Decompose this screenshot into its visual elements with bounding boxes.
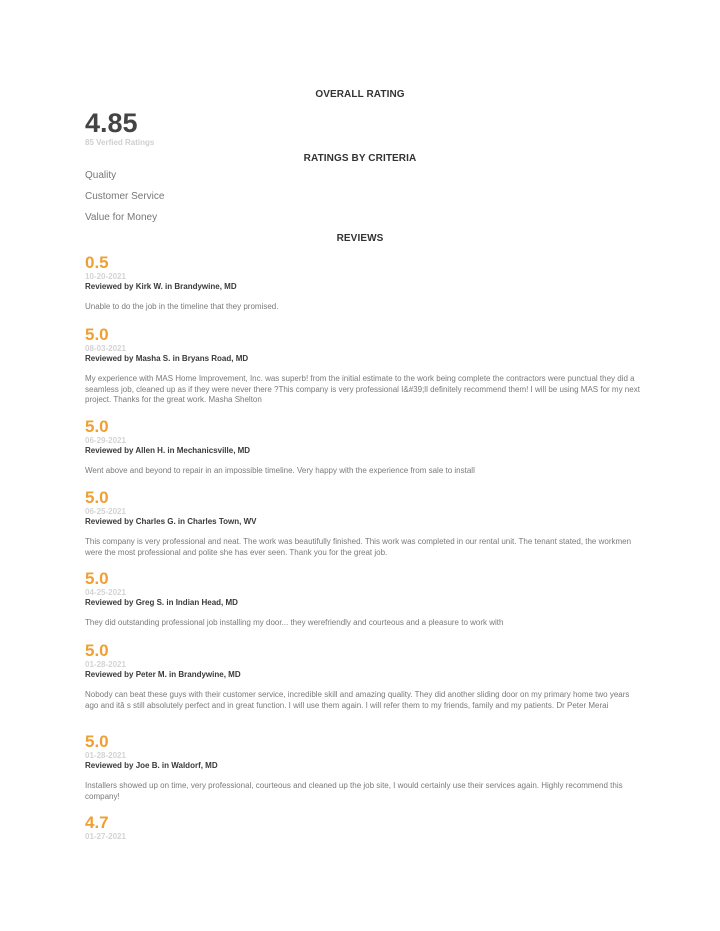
review-item xyxy=(85,642,640,733)
review-score: 5.0 xyxy=(85,325,109,344)
review-score: 5.0 xyxy=(85,641,109,660)
review-date: 01-27-2021 xyxy=(85,832,126,841)
reviews-list xyxy=(85,254,640,846)
overall-rating-heading: OVERALL RATING xyxy=(315,89,405,100)
review-date: 06-29-2021 xyxy=(85,436,126,445)
review-text: This company is very professional and neat. The work was beautifully finished. This work was completed in our rental unit. The tenant stated, the workmen were the most professional and polite she has ever seen. Thank you for the great job. xyxy=(85,537,632,557)
criteria-customer-service: Customer Service xyxy=(85,191,165,202)
review-date: 10-20-2021 xyxy=(85,272,126,281)
review-score: 4.7 xyxy=(85,813,109,832)
review-item xyxy=(85,814,640,846)
review-author: Reviewed by Peter M. in Brandywine, MD xyxy=(85,670,241,679)
review-author: Reviewed by Masha S. in Bryans Road, MD xyxy=(85,354,249,363)
review-item xyxy=(85,733,640,814)
review-score: 0.5 xyxy=(85,253,109,272)
review-author: Reviewed by Kirk W. in Brandywine, MD xyxy=(85,282,237,291)
reviews-heading: REVIEWS xyxy=(336,233,384,244)
review-item xyxy=(85,570,640,642)
verified-ratings-count: 85 Verfied Ratings xyxy=(85,138,155,147)
review-date: 01-28-2021 xyxy=(85,751,126,760)
review-item xyxy=(85,326,640,418)
criteria-quality: Quality xyxy=(85,170,117,181)
review-text: My experience with MAS Home Improvement, Inc. was superb! from the initial estimate to the work being complete the contractors were punctual they did a seamless job, cleaned up as if they were never there ?This company is very professional I&#39;ll definitely recommend them! I will be using MAS for my next project. Thanks for the great work. Masha Shelton xyxy=(85,374,640,404)
review-score: 5.0 xyxy=(85,732,109,751)
criteria-value-for-money: Value for Money xyxy=(85,212,158,223)
review-text: They did outstanding professional job installing my door... they werefriendly and courteous and a pleasure to work with xyxy=(85,618,504,627)
review-score: 5.0 xyxy=(85,569,109,588)
review-author: Reviewed by Allen H. in Mechanicsville, MD xyxy=(85,446,251,455)
overall-score: 4.85 xyxy=(85,108,138,138)
review-date: 01-28-2021 xyxy=(85,660,126,669)
review-author: Reviewed by Joe B. in Waldorf, MD xyxy=(85,761,218,770)
ratings-by-criteria-heading: RATINGS BY CRITERIA xyxy=(303,153,417,164)
review-date: 06-25-2021 xyxy=(85,507,126,516)
review-text: Unable to do the job in the timeline that they promised. xyxy=(85,302,279,311)
review-author: Reviewed by Charles G. in Charles Town, WV xyxy=(85,517,257,526)
review-author: Reviewed by Greg S. in Indian Head, MD xyxy=(85,598,238,607)
review-text: Installers showed up on time, very professional, courteous and cleaned up the job site, I would certainly use their services again. Highly recommend this company! xyxy=(85,781,623,801)
review-date: 04-25-2021 xyxy=(85,588,126,597)
review-score: 5.0 xyxy=(85,417,109,436)
review-score: 5.0 xyxy=(85,488,109,507)
review-item xyxy=(85,418,640,489)
review-date: 08-03-2021 xyxy=(85,344,126,353)
review-item xyxy=(85,254,640,326)
criteria-list xyxy=(85,170,164,233)
review-item xyxy=(85,489,640,570)
review-text: Nobody can beat these guys with their customer service, incredible skill and amazing quality. They did another sliding door on my primary home two years ago and itâ s still absolutely perfect and in great function. I will use them again. I will refer them to my friends, family and my patients. Dr Peter Merai xyxy=(85,690,630,710)
review-text: Went above and beyond to repair in an impossible timeline. Very happy with the experience from sale to install xyxy=(85,466,475,475)
